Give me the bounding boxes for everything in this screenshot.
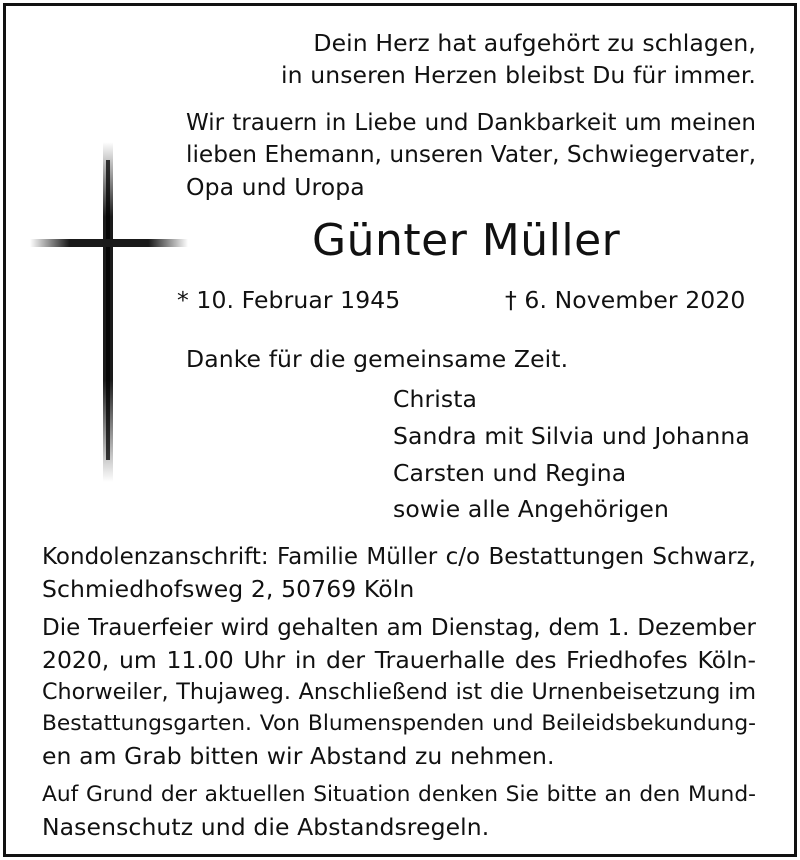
- intro-line-3: Opa und Uropa: [186, 173, 365, 201]
- condolence-line-1: Kondolenzanschrift: Familie Müller c/o Bestattungen Schwarz,: [42, 544, 756, 570]
- family-line-1: Christa: [393, 385, 478, 413]
- family-line-2: Sandra mit Silvia und Johanna: [393, 422, 750, 450]
- ceremony-line-3: Chorweiler, Thujaweg. Anschließend ist die Urnenbeisetzung im: [42, 679, 756, 705]
- verse-line-1: Dein Herz hat aufgehört zu schlagen,: [313, 29, 756, 57]
- verse-line-2: in unseren Herzen bleibst Du für immer.: [281, 61, 756, 89]
- death-date: † 6. November 2020: [505, 286, 746, 314]
- condolence-line-2: Schmiedhofsweg 2, 50769 Köln: [42, 575, 415, 603]
- ceremony-line-4: Bestattungsgarten. Von Blumenspenden und Beileidsbekundung-: [42, 711, 756, 736]
- thanks-line: Danke für die gemeinsame Zeit.: [186, 345, 569, 373]
- ceremony-line-1: Die Trauerfeier wird gehalten am Dienstag, dem 1. Dezember: [42, 615, 756, 641]
- family-line-4: sowie alle Angehörigen: [393, 495, 669, 523]
- ceremony-line-2: 2020, um 11.00 Uhr in der Trauerhalle des Friedhofes Köln-: [42, 646, 756, 674]
- family-line-3: Carsten und Regina: [393, 459, 627, 487]
- ceremony-line-5: en am Grab bitten wir Abstand zu nehmen.: [42, 742, 555, 770]
- intro-line-1: Wir trauern in Liebe und Dankbarkeit um meinen: [186, 110, 756, 136]
- cross-horizontal-bar: [30, 239, 188, 247]
- intro-line-2: lieben Ehemann, unseren Vater, Schwiegervater,: [186, 141, 756, 168]
- deceased-name: Günter Müller: [312, 215, 621, 266]
- notice-line-1: Auf Grund der aktuellen Situation denken Sie bitte an den Mund-: [42, 782, 756, 807]
- notice-line-2: Nasenschutz und die Abstandsregeln.: [42, 813, 490, 841]
- cross-vertical-core: [106, 160, 110, 460]
- birth-date: * 10. Februar 1945: [177, 286, 401, 314]
